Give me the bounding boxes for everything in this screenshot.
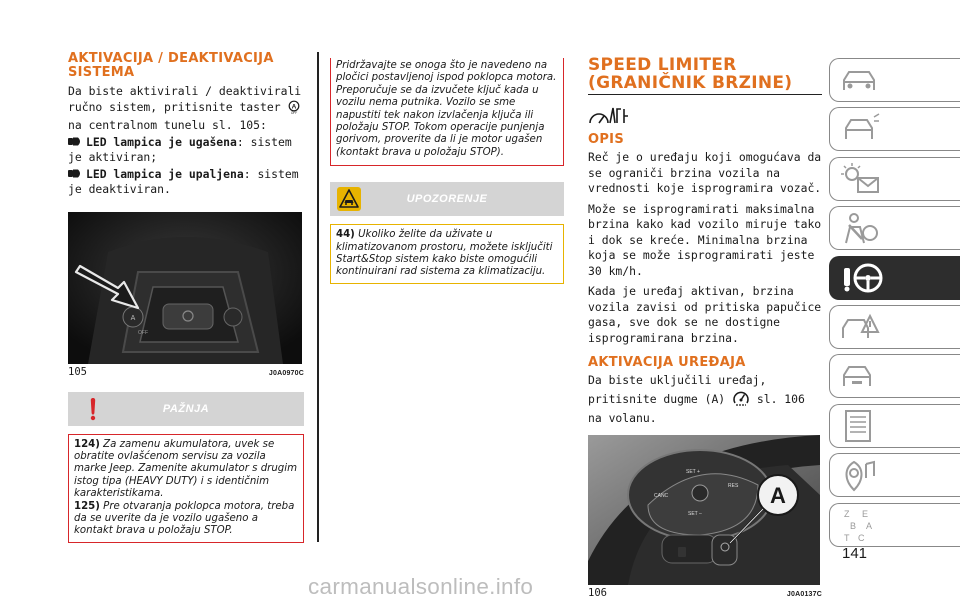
tab-technical-data[interactable] bbox=[829, 404, 960, 448]
figure-106-caption: 106 J0A0137C bbox=[588, 586, 822, 599]
title-underline bbox=[588, 94, 822, 95]
alphabetical-index-icon bbox=[840, 507, 880, 543]
warning-icon bbox=[82, 397, 104, 426]
warning-notes-box bbox=[68, 434, 304, 543]
section-heading-activation-device: AKTIVACIJA UREĐAJA bbox=[588, 355, 746, 370]
list-item: LED lampica je upaljena: sistem je deaktiviran. bbox=[68, 166, 299, 196]
speed-limiter-title: SPEED LIMITER (GRANIČNIK BRZINE) bbox=[588, 55, 793, 93]
tab-multimedia[interactable] bbox=[829, 453, 960, 497]
column-divider bbox=[317, 52, 319, 542]
warning-lights-envelope-icon bbox=[840, 162, 880, 196]
led-bulb-icon bbox=[68, 169, 82, 178]
list-item: 124) Za zamenu akumulatora, uvek se obratite ovlašćenom servisu za vozila marke Jeep. Zamenite akumulator s drugim istog tipa (HEAVY DUTY) i s identičnim karakteristikama. bbox=[74, 438, 298, 500]
tab-lights[interactable] bbox=[829, 107, 960, 151]
tab-starting-driving[interactable] bbox=[829, 256, 960, 300]
activation-paragraph: Da biste uključili uređaj, pritisnite dugme (A) sl. 106 na volanu. bbox=[588, 373, 805, 425]
caution-title: UPOZORENJE bbox=[406, 193, 488, 206]
figure-106-photo bbox=[588, 435, 820, 585]
tab-safety[interactable] bbox=[829, 206, 960, 250]
caution-triangle-car-icon bbox=[336, 186, 362, 217]
svg-text:B: B bbox=[850, 520, 857, 531]
off-label: OFF bbox=[138, 329, 148, 336]
intro-text-after: na centralnom tunelu sl. 105: bbox=[68, 118, 267, 132]
callout-a-label: A bbox=[770, 482, 786, 508]
svg-text:A: A bbox=[292, 103, 297, 110]
description-paragraph-1: Reč je o uređaju koji omogućava da se ograniči brzina vozila na vrednosti koje isprogramira vozač. bbox=[588, 150, 822, 195]
list-item: LED lampica je ugašena: sistem je aktiviran; bbox=[68, 134, 292, 164]
figure-105-photo bbox=[68, 212, 302, 364]
tab-servicing[interactable] bbox=[829, 354, 960, 398]
tab-warning-lights[interactable] bbox=[829, 157, 960, 201]
intro-text-before: Da biste aktivirali / deaktivirali ručno sistem, pritisnite taster bbox=[68, 84, 302, 114]
svg-text:OFF: OFF bbox=[291, 110, 298, 114]
svg-text:T: T bbox=[844, 532, 850, 543]
speed-limiter-button-icon bbox=[732, 389, 750, 412]
led-status-list bbox=[68, 134, 304, 198]
continued-note-box: Pridržavajte se onoga što je navedeno na pločici postavljenoj ispod poklopca motora. Preporučuje se da izvučete ključ kada u vozilu nema putnika. Vozilo se sme napustiti tek nakon izvlačenja ključa ili položaju STOP. Tokom operacije punjenja gorivom, proverite da li je motor ugašen (kontakt brava u položaju STOP). bbox=[330, 58, 564, 166]
multimedia-icon bbox=[840, 458, 880, 492]
chapter-tabs bbox=[829, 58, 960, 552]
start-stop-auto-off-icon bbox=[287, 100, 301, 119]
canc-label: CANC bbox=[654, 492, 669, 499]
column-3 bbox=[588, 56, 822, 599]
car-dashboard-icon bbox=[840, 64, 878, 96]
watermark: carmanualsonline.info bbox=[308, 574, 534, 599]
specifications-sheet-icon bbox=[840, 409, 880, 443]
caution-bar bbox=[330, 182, 564, 216]
set-minus-label: SET – bbox=[688, 510, 702, 517]
res-label: RES bbox=[728, 482, 739, 489]
led-bulb-icon bbox=[68, 137, 82, 146]
column-1 bbox=[68, 52, 304, 543]
car-lights-icon bbox=[840, 113, 880, 145]
tab-knowing-vehicle[interactable] bbox=[829, 58, 960, 102]
warning-bar-pazn bbox=[68, 392, 304, 426]
column-2 bbox=[330, 58, 564, 284]
description-paragraph-2: Može se isprogramirati maksimalna brzina kako kad vozilo miruje tako i dok se kreće. Minimalna brzina koja se može isprogramirati jeste 30 km/h. bbox=[588, 201, 822, 278]
svg-text:A: A bbox=[130, 314, 136, 322]
car-warning-triangle-icon bbox=[840, 310, 880, 344]
description-paragraph-3: Kada je uređaj aktivan, brzina vozila zavisi od pritiska papučice gasa, sve dok se ne dostigne isprogramirana brzina. bbox=[588, 284, 822, 345]
figure-105-caption: 105 J0A0970C bbox=[68, 365, 304, 378]
section-heading-description: OPIS bbox=[588, 132, 624, 147]
section-heading-activation: AKTIVACIJA / DEAKTIVACIJA SISTEMA bbox=[68, 51, 274, 80]
seatbelt-person-icon bbox=[840, 211, 880, 245]
caution-note-box: 44) Ukoliko želite da uživate u klimatizovanom prostoru, možete isključiti Start&Stop sistem kako biste omogućili kontinuirani rad sistema za klimatizaciju. bbox=[330, 224, 564, 284]
intro-paragraph bbox=[68, 84, 304, 134]
warning-title: PAŽNJA bbox=[162, 402, 210, 415]
speed-limiter-icon bbox=[588, 105, 822, 127]
tab-index[interactable] bbox=[829, 503, 960, 547]
steering-wheel-key-icon bbox=[840, 260, 884, 296]
svg-text:Z: Z bbox=[844, 508, 850, 519]
tab-emergency[interactable] bbox=[829, 305, 960, 349]
list-item: 125) Pre otvaranja poklopca motora, treba da se uverite da je vozilo ugašeno a kontakt brava u položaju STOP. bbox=[74, 500, 295, 537]
svg-text:E: E bbox=[862, 508, 869, 519]
set-plus-label: SET + bbox=[686, 468, 700, 475]
svg-text:A: A bbox=[866, 520, 873, 531]
svg-text:C: C bbox=[858, 532, 865, 543]
car-service-icon bbox=[840, 360, 880, 392]
page-number: 141 bbox=[842, 545, 868, 562]
